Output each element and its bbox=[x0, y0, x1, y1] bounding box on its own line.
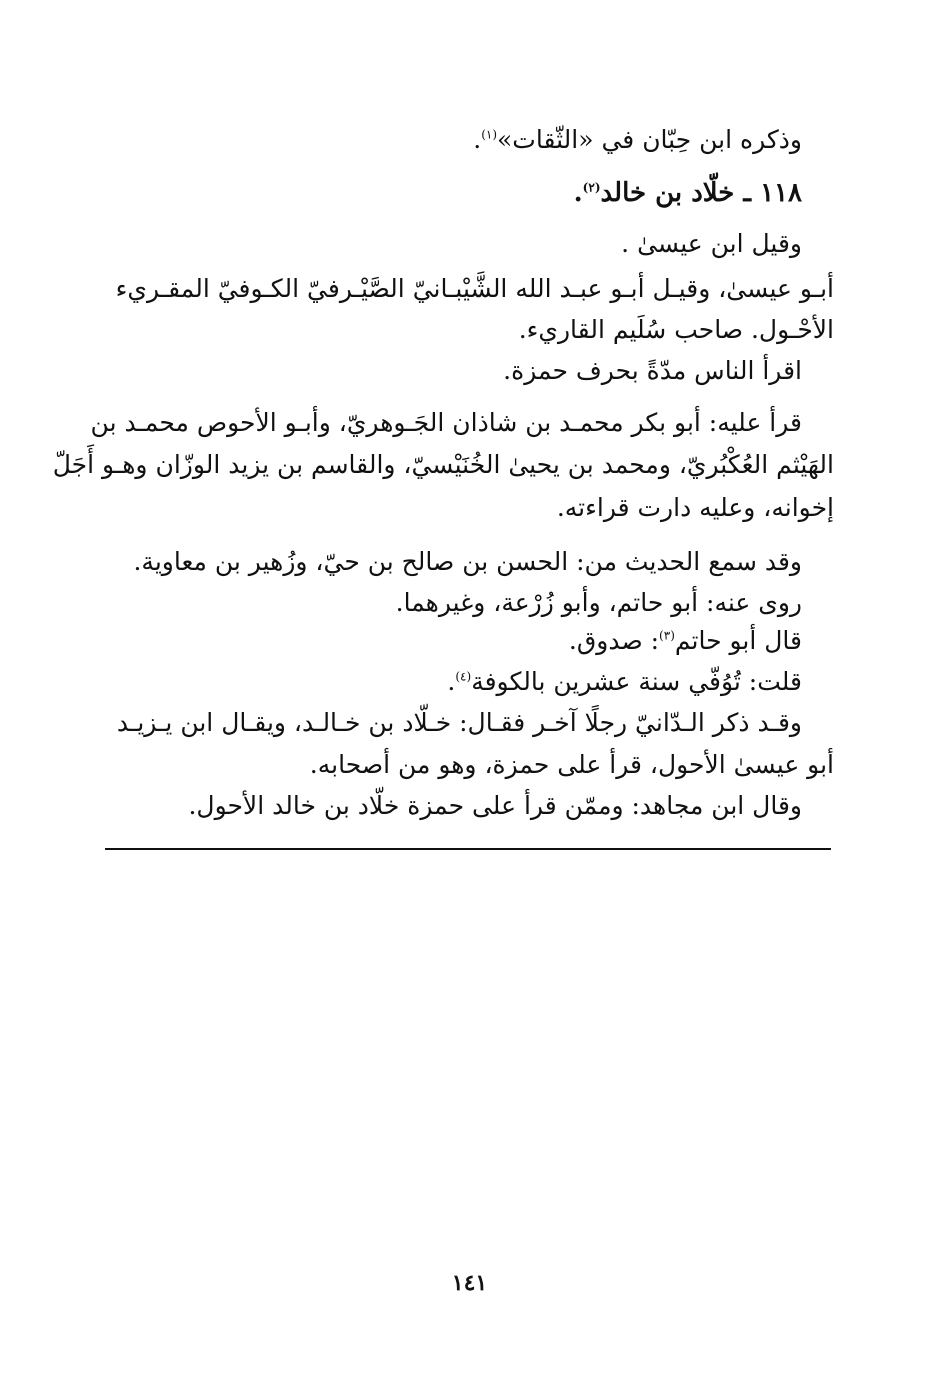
line-text: قال أبو حاتم bbox=[674, 626, 802, 655]
body-line-11: روى عنه: أبو حاتم، وأبو زُرْعة، وغيرهما. bbox=[395, 588, 802, 617]
entry-heading bbox=[574, 176, 802, 210]
entry-title-end: . bbox=[573, 178, 583, 208]
footnote-divider bbox=[105, 848, 831, 850]
body-line-6: اقرأ الناس مدّةً بحرف حمزة. bbox=[503, 356, 802, 385]
body-line-8: الهَيْثم العُكْبُريّ، ومحمد بن يحيىٰ الخُنَيْسيّ، والقاسم بن يزيد الوزّان وهـو أَجَلّ bbox=[52, 450, 834, 479]
body-line-10: وقد سمع الحديث من: الحسن بن صالح بن حيّ، وزُهير بن معاوية. bbox=[133, 547, 802, 576]
body-line-4: أبـو عيسىٰ، وقيـل أبـو عبـد الله الشَّيْبـانيّ الصَّيْـرفيّ الكـوفيّ المقـريء bbox=[115, 274, 834, 303]
body-line-9: إخوانه، وعليه دارت قراءته. bbox=[556, 493, 834, 522]
body-line-5: الأحْـول. صاحب سُلَيم القاريء. bbox=[518, 315, 834, 344]
footnote-ref-1[interactable]: (١) bbox=[481, 127, 498, 142]
footnote-ref-4[interactable]: (٤) bbox=[455, 669, 472, 684]
body-line-16: وقال ابن مجاهد: وممّن قرأ على حمزة خلّاد بن خالد الأحول. bbox=[188, 791, 802, 820]
line-text: وذكره ابن حِبّان في «الثّقات» bbox=[497, 125, 802, 154]
body-line-14: وقـد ذكر الـدّانيّ رجلًا آخـر فقـال: خـلّاد بن خـالـد، ويقـال ابن يـزيـد bbox=[116, 708, 802, 737]
body-line-7: قرأ عليه: أبو بكر محمـد بن شاذان الجَـوهريّ، وأبـو الأحوص محمـد بن bbox=[90, 408, 802, 437]
body-line-15: أبو عيسىٰ الأحول، قرأ على حمزة، وهو من أصحابه. bbox=[309, 750, 834, 779]
body-line-12 bbox=[569, 624, 802, 658]
body-line-3: وقيل ابن عيسىٰ . bbox=[621, 229, 802, 258]
line-text-end: . bbox=[447, 667, 456, 696]
line-text-end: . bbox=[473, 125, 482, 154]
body-line-1 bbox=[473, 123, 802, 157]
footnote-ref-3[interactable]: (٣) bbox=[659, 628, 675, 643]
page-number: ١٤١ bbox=[451, 1270, 488, 1296]
body-line-13 bbox=[447, 665, 802, 699]
line-text-end: : صدوق. bbox=[568, 626, 660, 655]
line-text: قلت: تُوُفّي سنة عشرين بالكوفة bbox=[471, 667, 802, 696]
entry-title: ١١٨ ـ خلّاد بن خالد bbox=[600, 178, 802, 208]
footnote-ref-2[interactable]: (٢) bbox=[582, 180, 601, 195]
